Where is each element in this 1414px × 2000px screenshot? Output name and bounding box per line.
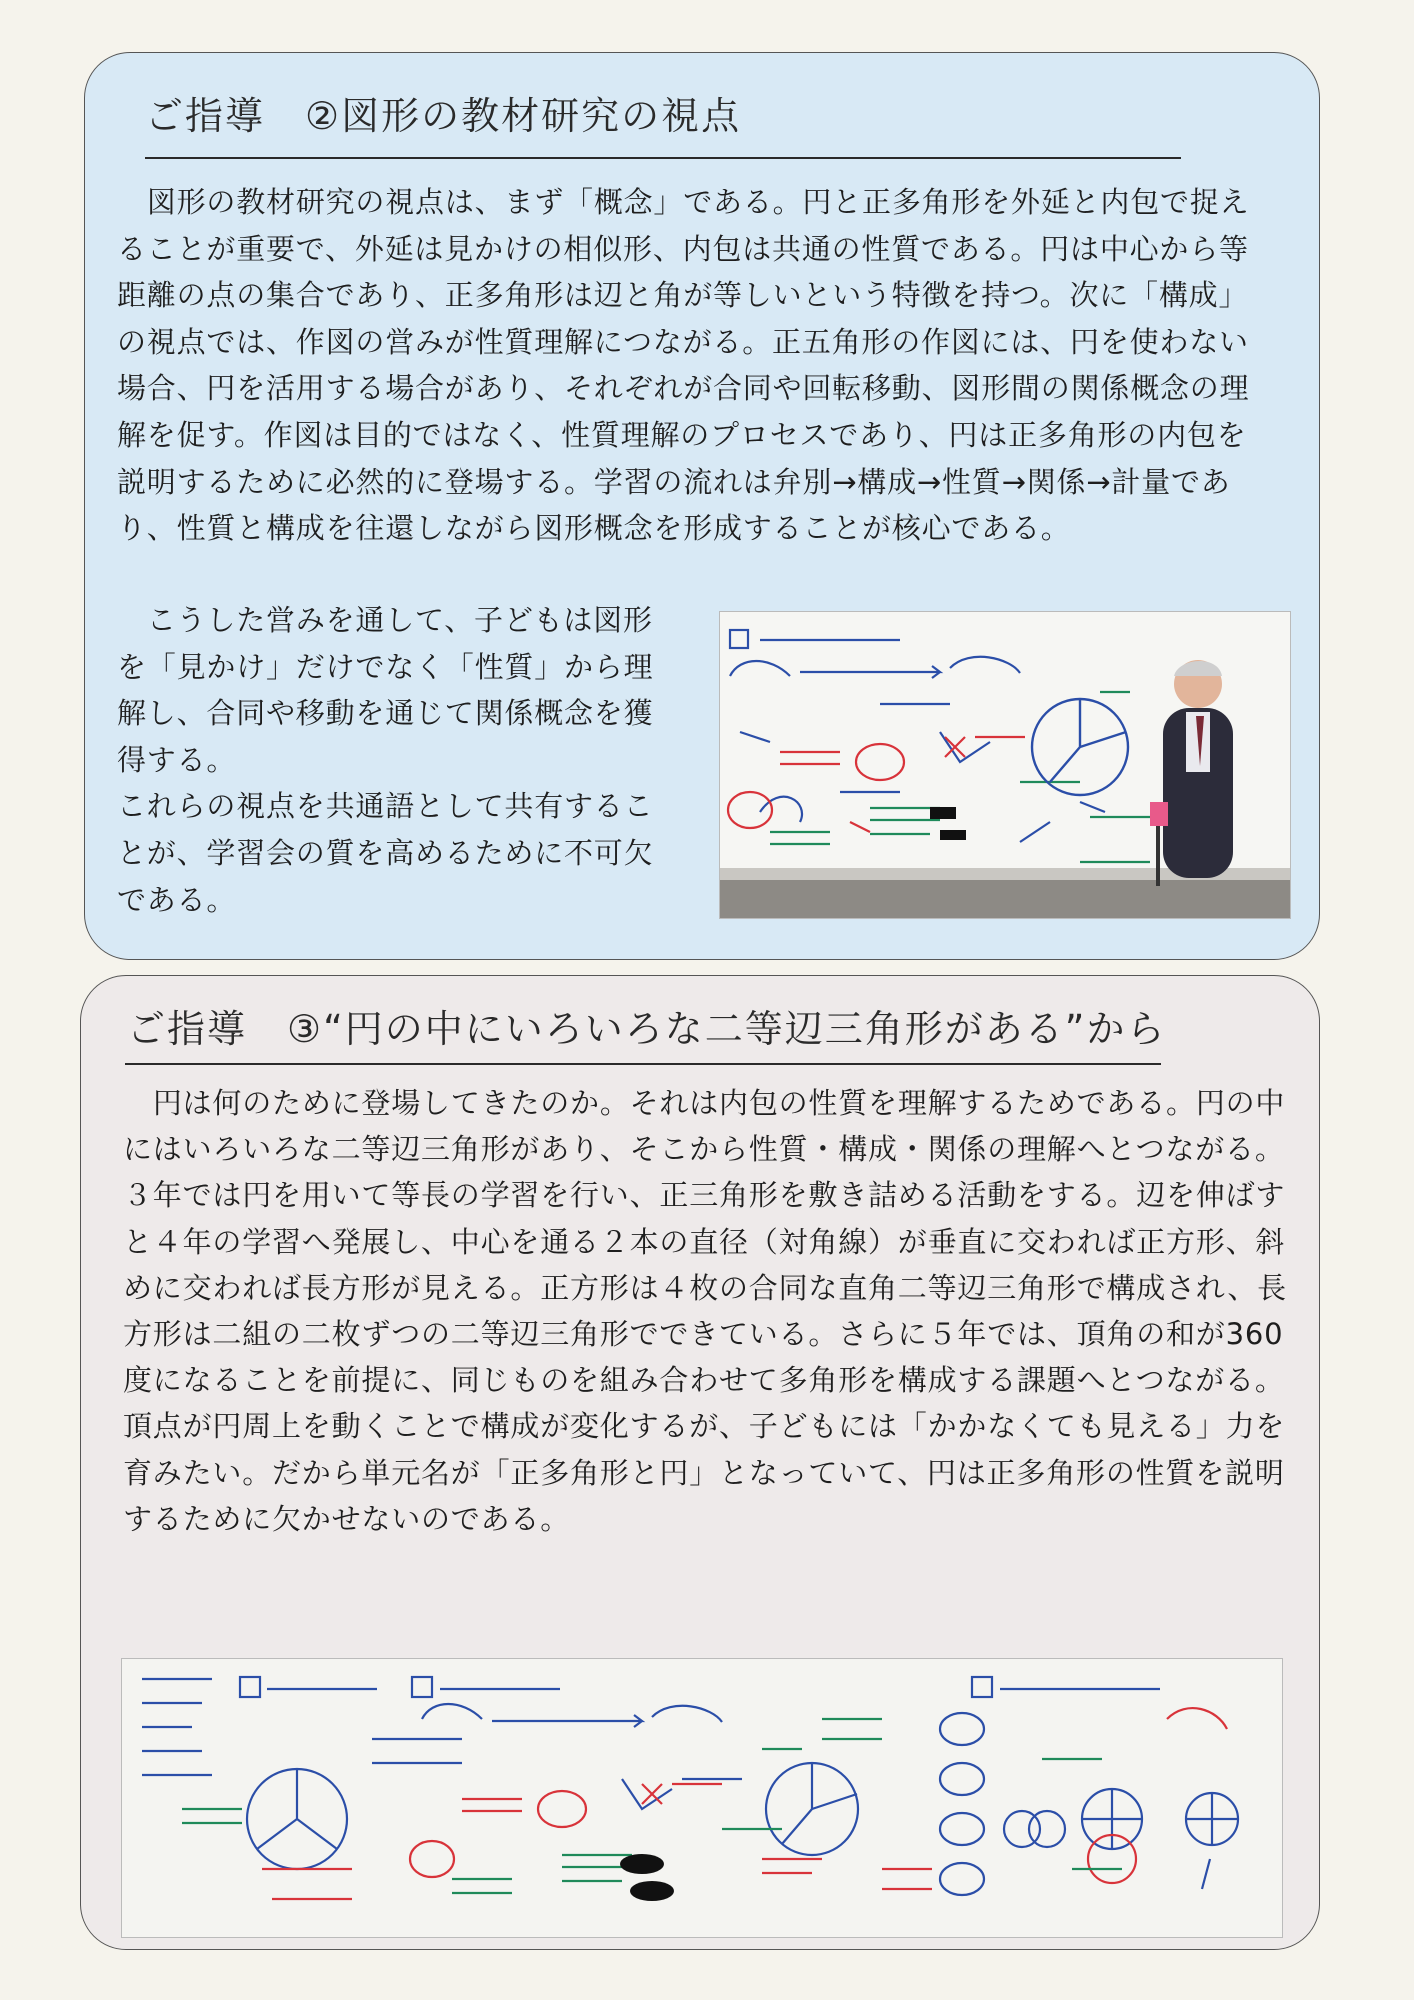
whiteboard-lecture-photo: [719, 611, 1291, 919]
whiteboard-panorama-photo: [121, 1658, 1283, 1938]
heading-underline: [125, 1063, 1161, 1065]
body-paragraph: 図形の教材研究の視点は、まず「概念」である。円と正多角形を外延と内包で捉えることが重要で、外延は見かけの相似形、内包は共通の性質である。円は中心から等距離の点の集合であり、正多角形は辺と角が等しいという特徴を持つ。次に「構成」の視点では、作図の営みが性質理解につながる。正五角形の作図には、円を使わない場合、円を活用する場合があり、それぞれが合同や回転移動、図形間の関係概念の理解を促す。作図は目的ではなく、性質理解のプロセスであり、円は正多角形の内包を説明するために必然的に登場する。学習の流れは弁別→構成→性質→関係→計量であり、性質と構成を往還しながら図形概念を形成することが核心である。: [117, 185, 1250, 546]
body-paragraph-left: こうした営みを通して、子どもは図形を「見かけ」だけでなく「性質」から理解し、合同や移動を通じて関係概念を獲得する。 これらの視点を共通語として共有することが、学習会の質を高めるために不可欠である。: [117, 603, 654, 917]
body-paragraph: 円は何のために登場してきたのか。それは内包の性質を理解するためである。円の中にはいろいろな二等辺三角形があり、そこから性質・構成・関係の理解へとつながる。３年では円を用いて等長の学習を行い、正三角形を敷き詰める活動をする。辺を伸ばすと４年の学習へ発展し、中心を通る２本の直径（対角線）が垂直に交われば正方形、斜めに交われば長方形が見える。正方形は４枚の合同な直角二等辺三角形で構成され、長方形は二組の二枚ずつの二等辺三角形でできている。さらに５年では、頂角の和が360度になることを前提に、同じものを組み合わせて多角形を構成する課題へとつながる。頂点が円周上を動くことで構成が変化するが、子どもには「かかなくても見える」力を育みたい。だから単元名が「正多角形と円」となっていて、円は正多角形の性質を説明するために欠かせないのである。: [123, 1086, 1287, 1536]
heading-underline: [145, 157, 1181, 159]
guidance-panel-3: [80, 975, 1320, 1950]
section-heading: ご指導 ③“円の中にいろいろな二等辺三角形がある”から: [127, 1007, 1167, 1051]
section-heading: ご指導 ②図形の教材研究の視点: [145, 94, 742, 138]
guidance-panel-2: [84, 52, 1320, 960]
